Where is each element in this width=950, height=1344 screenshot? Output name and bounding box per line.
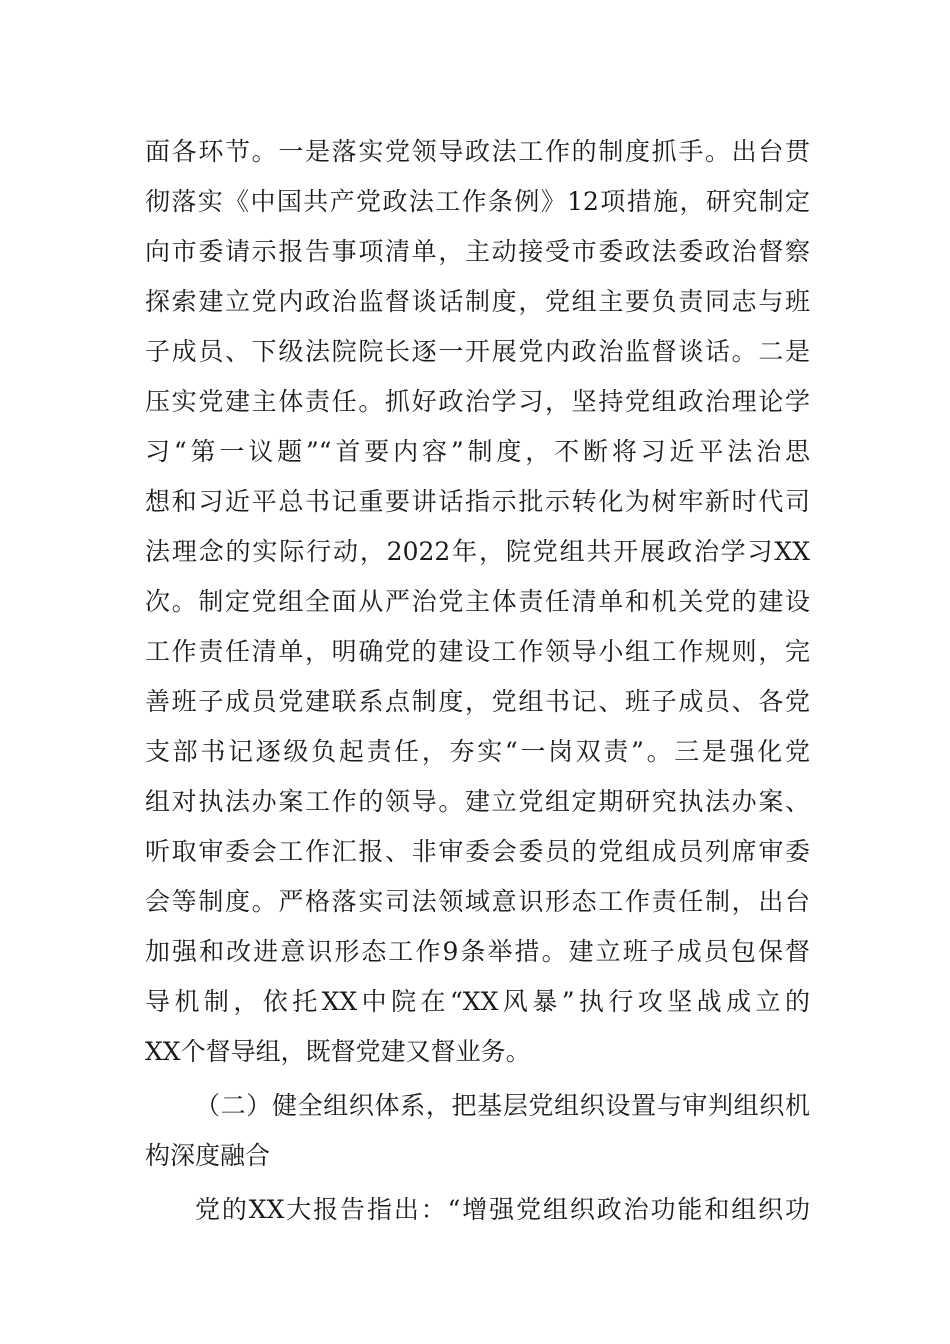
body-line: 习“第一议题”“首要内容”制度，不断将习近平法治思 [145,437,810,466]
body-line: 会等制度。严格落实司法领域意识形态工作责任制，出台 [145,887,810,916]
body-line: 想和习近平总书记重要讲话指示批示转化为树牢新时代司 [145,487,810,516]
body-line: 面各环节。一是落实党领导政法工作的制度抓手。出台贯 [145,137,810,166]
body-line: 法理念的实际行动，2022年，院党组共开展政治学习XX [145,537,810,566]
body-line: 加强和改进意识形态工作9条举措。建立班子成员包保督 [145,937,810,966]
body-line: 善班子成员党建联系点制度，党组书记、班子成员、各党 [145,687,810,716]
body-line: 子成员、下级法院院长逐一开展党内政治监督谈话。二是 [145,337,810,366]
section-heading-line: （二）健全组织体系，把基层党组织设置与审判组织机 [195,1091,810,1120]
body-line: 听取审委会工作汇报、非审委会委员的党组成员列席审委 [145,837,810,866]
body-line: 支部书记逐级负起责任，夯实“一岗双责”。三是强化党 [145,737,810,766]
section-heading-line: 构深度融合 [145,1141,271,1170]
body-line: 彻落实《中国共产党政法工作条例》12项措施，研究制定 [145,187,810,216]
document-body [145,127,810,1235]
body-line: 向市委请示报告事项清单，主动接受市委政法委政治督察 [145,237,810,266]
paragraph-line: 党的XX大报告指出：“增强党组织政治功能和组织功 [195,1195,810,1224]
body-line: 导机制，依托XX中院在“XX风暴”执行攻坚战成立的 [145,987,810,1016]
body-line: 压实党建主体责任。抓好政治学习，坚持党组政治理论学 [145,387,810,416]
body-line: 探索建立党内政治监督谈话制度，党组主要负责同志与班 [145,287,810,316]
body-line: 次。制定党组全面从严治党主体责任清单和机关党的建设 [145,587,810,616]
body-line: 工作责任清单，明确党的建设工作领导小组工作规则，完 [145,637,810,666]
body-line: XX个督导组，既督党建又督业务。 [145,1037,531,1066]
body-line: 组对执法办案工作的领导。建立党组定期研究执法办案、 [145,787,810,816]
